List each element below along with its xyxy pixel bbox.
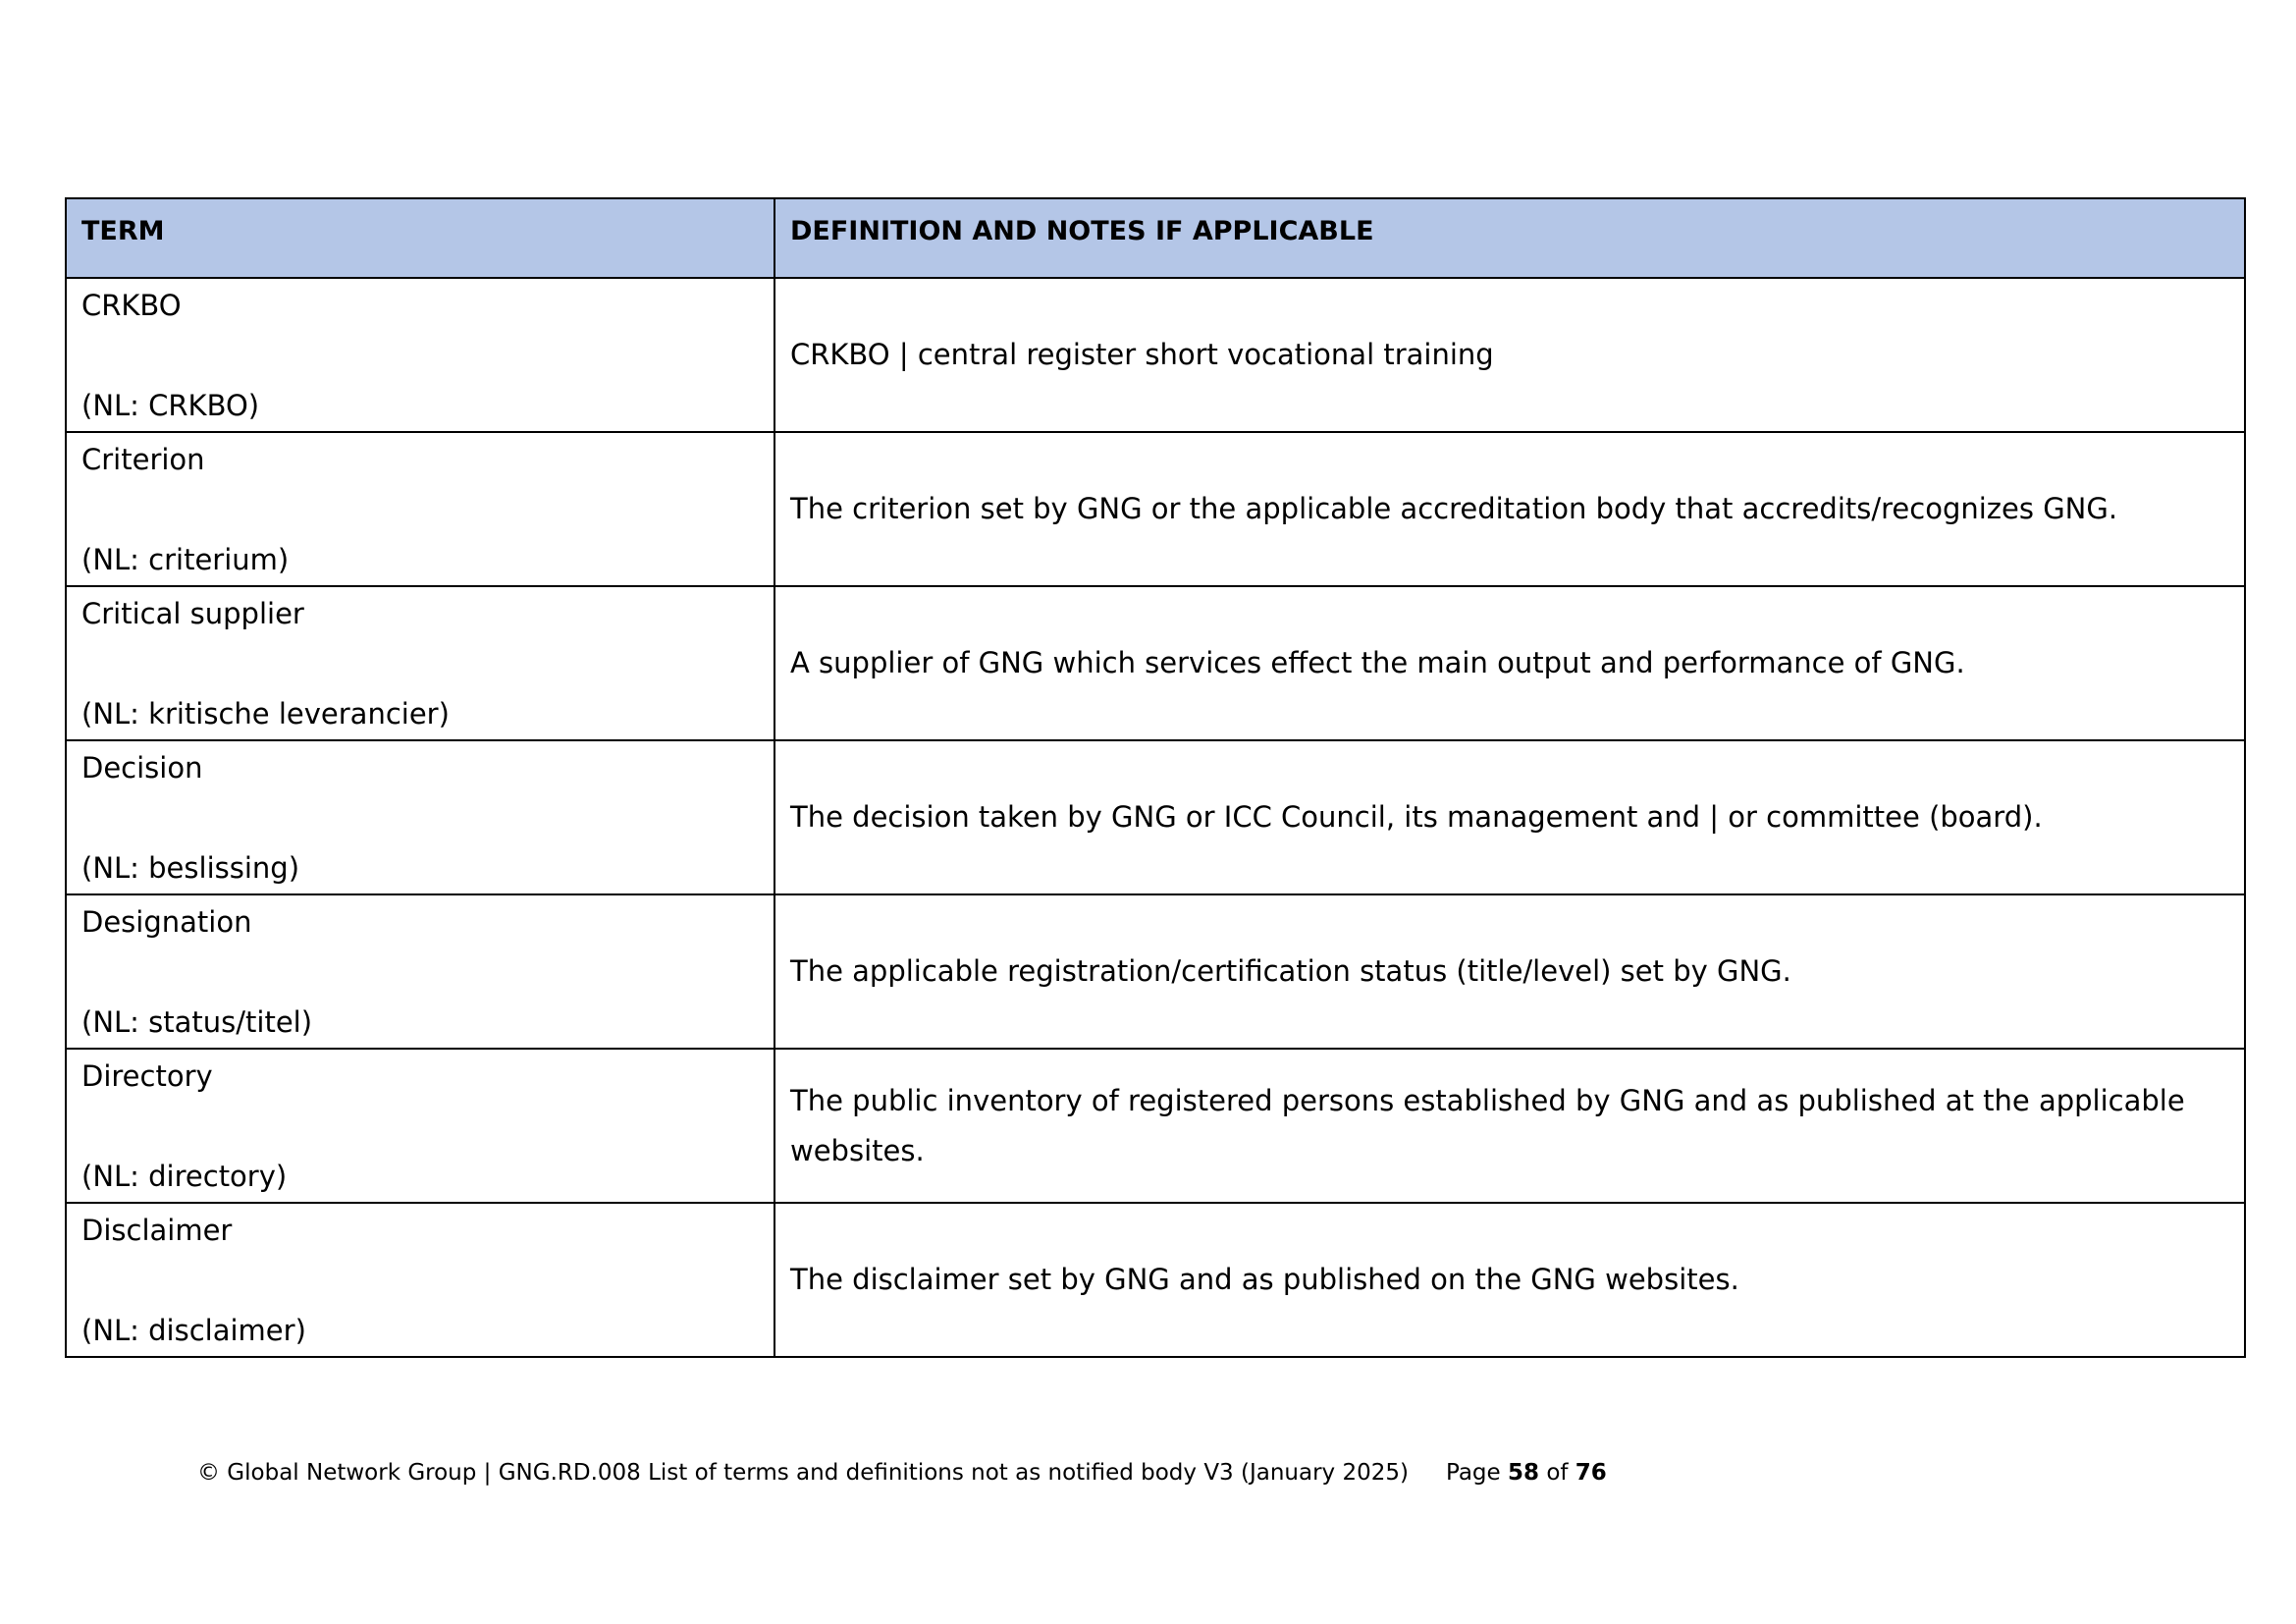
definition-cell: The decision taken by GNG or ICC Council, its management and | or committee (board). bbox=[774, 740, 2245, 894]
term-cell bbox=[66, 1203, 774, 1357]
table-row bbox=[66, 278, 2245, 432]
page-current: 58 bbox=[1507, 1460, 1539, 1486]
page-of: of bbox=[1546, 1460, 1569, 1486]
table-header-row bbox=[66, 198, 2245, 278]
term-name: Directory bbox=[81, 1059, 213, 1093]
table-row bbox=[66, 894, 2245, 1049]
definition-cell: A supplier of GNG which services effect the main output and performance of GNG. bbox=[774, 586, 2245, 740]
definition-cell: CRKBO | central register short vocational training bbox=[774, 278, 2245, 432]
term-name: Critical supplier bbox=[81, 597, 304, 630]
term-dutch-translation: (NL: directory) bbox=[81, 1160, 288, 1193]
table-row bbox=[66, 1049, 2245, 1203]
term-name: Disclaimer bbox=[81, 1214, 233, 1247]
page-label: Page bbox=[1445, 1460, 1501, 1486]
term-cell bbox=[66, 740, 774, 894]
term-dutch-translation: (NL: beslissing) bbox=[81, 851, 300, 885]
column-header-term: TERM bbox=[66, 198, 774, 278]
column-header-definition: DEFINITION AND NOTES IF APPLICABLE bbox=[774, 198, 2245, 278]
table-row bbox=[66, 1203, 2245, 1357]
definition-cell: The public inventory of registered persons established by GNG and as published at the applicable websites. bbox=[774, 1049, 2245, 1203]
page-number bbox=[1446, 1460, 1607, 1486]
definition-cell: The disclaimer set by GNG and as published on the GNG websites. bbox=[774, 1203, 2245, 1357]
term-dutch-translation: (NL: disclaimer) bbox=[81, 1314, 306, 1347]
term-name: Criterion bbox=[81, 443, 205, 476]
table-header bbox=[66, 198, 2245, 278]
term-dutch-translation: (NL: kritische leverancier) bbox=[81, 697, 450, 731]
term-cell bbox=[66, 432, 774, 586]
term-cell bbox=[66, 586, 774, 740]
table-row bbox=[66, 740, 2245, 894]
definition-cell: The criterion set by GNG or the applicable accreditation body that accredits/recognizes GNG. bbox=[774, 432, 2245, 586]
terms-table bbox=[65, 197, 2246, 1358]
term-dutch-translation: (NL: criterium) bbox=[81, 543, 290, 576]
term-cell bbox=[66, 278, 774, 432]
term-name: CRKBO bbox=[81, 289, 182, 322]
term-name: Decision bbox=[81, 751, 203, 785]
term-cell bbox=[66, 1049, 774, 1203]
table-body bbox=[66, 278, 2245, 1357]
footer-copyright: © Global Network Group | GNG.RD.008 List of terms and definitions not as notified body V3 (January 2025) bbox=[197, 1460, 1409, 1486]
term-name: Designation bbox=[81, 905, 252, 939]
term-dutch-translation: (NL: status/titel) bbox=[81, 1005, 313, 1039]
term-cell bbox=[66, 894, 774, 1049]
definition-cell: The applicable registration/certification status (title/level) set by GNG. bbox=[774, 894, 2245, 1049]
table-row bbox=[66, 586, 2245, 740]
page-total: 76 bbox=[1575, 1460, 1607, 1486]
term-dutch-translation: (NL: CRKBO) bbox=[81, 389, 260, 422]
page-footer bbox=[197, 1460, 1607, 1486]
table-row bbox=[66, 432, 2245, 586]
